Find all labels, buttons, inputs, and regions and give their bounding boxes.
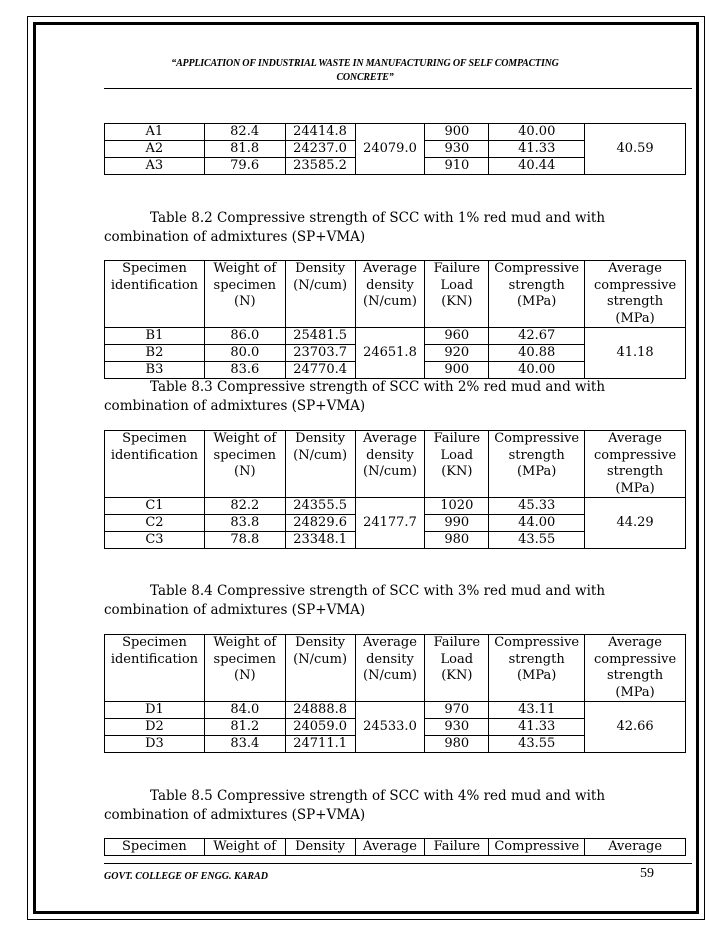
header-weight: Weight of bbox=[204, 839, 285, 856]
header-average-compressive-strength: Average compressive strength (MPa) bbox=[585, 261, 686, 328]
header-density: Density bbox=[285, 839, 355, 856]
specimen-cell: D1 bbox=[105, 702, 205, 719]
header-line-2: CONCRETE” bbox=[336, 72, 394, 83]
strength-cell: 40.00 bbox=[489, 124, 585, 141]
table-8-4 bbox=[104, 634, 686, 753]
header-failure-load: Failure Load (KN) bbox=[425, 635, 489, 702]
average-density-cell: 24079.0 bbox=[355, 124, 425, 175]
weight-cell: 83.4 bbox=[204, 736, 285, 753]
weight-cell: 81.2 bbox=[204, 719, 285, 736]
header-rule bbox=[104, 88, 692, 89]
table-8-5 bbox=[104, 838, 686, 856]
failure-load-cell: 910 bbox=[425, 158, 489, 175]
failure-load-cell: 900 bbox=[425, 124, 489, 141]
specimen-cell: A1 bbox=[105, 124, 205, 141]
average-density-cell: 24177.7 bbox=[355, 498, 425, 549]
average-density-cell: 24651.8 bbox=[355, 328, 425, 379]
strength-cell: 42.67 bbox=[489, 328, 585, 345]
table-8-2-caption: Table 8.2 Compressive strength of SCC with 1% red mud and with combination of admixtures (SP+VMA) bbox=[104, 210, 606, 245]
header-compressive-strength: Compressive strength (MPa) bbox=[489, 635, 585, 702]
table-row bbox=[105, 328, 686, 345]
strength-cell: 40.88 bbox=[489, 345, 585, 362]
density-cell: 24770.4 bbox=[285, 362, 355, 379]
table-header-row bbox=[105, 635, 686, 702]
density-cell: 24888.8 bbox=[285, 702, 355, 719]
average-strength-cell: 44.29 bbox=[585, 498, 686, 549]
specimen-cell: D3 bbox=[105, 736, 205, 753]
header-average-density: Average density (N/cum) bbox=[355, 261, 425, 328]
density-cell: 23703.7 bbox=[285, 345, 355, 362]
strength-cell: 44.00 bbox=[489, 515, 585, 532]
weight-cell: 82.2 bbox=[204, 498, 285, 515]
strength-cell: 41.33 bbox=[489, 141, 585, 158]
header-specimen: Specimen identification bbox=[105, 635, 205, 702]
table-8-3-caption: Table 8.3 Compressive strength of SCC with 2% red mud and with combination of admixtures (SP+VMA) bbox=[104, 379, 606, 414]
header-average-density: Average density (N/cum) bbox=[355, 431, 425, 498]
header-failure-load: Failure Load (KN) bbox=[425, 431, 489, 498]
density-cell: 24829.6 bbox=[285, 515, 355, 532]
header-compressive-strength: Compressive bbox=[489, 839, 585, 856]
header-specimen: Specimen identification bbox=[105, 261, 205, 328]
header-average-compressive-strength: Average bbox=[585, 839, 686, 856]
table-row bbox=[105, 702, 686, 719]
table-header-row bbox=[105, 839, 686, 856]
header-line-1: “APPLICATION OF INDUSTRIAL WASTE IN MANUFACTURING OF SELF COMPACTING bbox=[171, 58, 559, 69]
footer-college-name: GOVT. COLLEGE OF ENGG. KARAD bbox=[104, 871, 268, 882]
strength-cell: 43.55 bbox=[489, 532, 585, 549]
table-8-1-continued bbox=[104, 123, 686, 175]
footer-rule bbox=[104, 863, 692, 864]
header-weight: Weight of specimen (N) bbox=[204, 261, 285, 328]
average-strength-cell: 42.66 bbox=[585, 702, 686, 753]
strength-cell: 40.00 bbox=[489, 362, 585, 379]
strength-cell: 45.33 bbox=[489, 498, 585, 515]
weight-cell: 78.8 bbox=[204, 532, 285, 549]
header-average-compressive-strength: Average compressive strength (MPa) bbox=[585, 431, 686, 498]
weight-cell: 83.6 bbox=[204, 362, 285, 379]
failure-load-cell: 990 bbox=[425, 515, 489, 532]
specimen-cell: A2 bbox=[105, 141, 205, 158]
density-cell: 24237.0 bbox=[285, 141, 355, 158]
specimen-cell: C3 bbox=[105, 532, 205, 549]
header-compressive-strength: Compressive strength (MPa) bbox=[489, 431, 585, 498]
weight-cell: 82.4 bbox=[204, 124, 285, 141]
specimen-cell: C2 bbox=[105, 515, 205, 532]
strength-cell: 43.55 bbox=[489, 736, 585, 753]
strength-cell: 40.44 bbox=[489, 158, 585, 175]
header-compressive-strength: Compressive strength (MPa) bbox=[489, 261, 585, 328]
header-failure-load: Failure bbox=[425, 839, 489, 856]
header-weight: Weight of specimen (N) bbox=[204, 431, 285, 498]
header-density: Density (N/cum) bbox=[285, 635, 355, 702]
header-density: Density (N/cum) bbox=[285, 261, 355, 328]
failure-load-cell: 930 bbox=[425, 719, 489, 736]
header-average-compressive-strength: Average compressive strength (MPa) bbox=[585, 635, 686, 702]
specimen-cell: B1 bbox=[105, 328, 205, 345]
header-average-density: Average density (N/cum) bbox=[355, 635, 425, 702]
weight-cell: 83.8 bbox=[204, 515, 285, 532]
failure-load-cell: 980 bbox=[425, 736, 489, 753]
weight-cell: 86.0 bbox=[204, 328, 285, 345]
failure-load-cell: 930 bbox=[425, 141, 489, 158]
density-cell: 24711.1 bbox=[285, 736, 355, 753]
header-weight: Weight of specimen (N) bbox=[204, 635, 285, 702]
specimen-cell: B3 bbox=[105, 362, 205, 379]
average-density-cell: 24533.0 bbox=[355, 702, 425, 753]
specimen-cell: C1 bbox=[105, 498, 205, 515]
table-8-2 bbox=[104, 260, 686, 379]
header-average-density: Average bbox=[355, 839, 425, 856]
weight-cell: 84.0 bbox=[204, 702, 285, 719]
strength-cell: 41.33 bbox=[489, 719, 585, 736]
page-number: 59 bbox=[640, 866, 654, 881]
density-cell: 24414.8 bbox=[285, 124, 355, 141]
table-8-3 bbox=[104, 430, 686, 549]
density-cell: 25481.5 bbox=[285, 328, 355, 345]
table-header-row bbox=[105, 431, 686, 498]
specimen-cell: D2 bbox=[105, 719, 205, 736]
specimen-cell: B2 bbox=[105, 345, 205, 362]
density-cell: 23585.2 bbox=[285, 158, 355, 175]
header-density: Density (N/cum) bbox=[285, 431, 355, 498]
weight-cell: 81.8 bbox=[204, 141, 285, 158]
page-header bbox=[60, 57, 670, 85]
weight-cell: 79.6 bbox=[204, 158, 285, 175]
average-strength-cell: 41.18 bbox=[585, 328, 686, 379]
density-cell: 24059.0 bbox=[285, 719, 355, 736]
density-cell: 23348.1 bbox=[285, 532, 355, 549]
failure-load-cell: 900 bbox=[425, 362, 489, 379]
density-cell: 24355.5 bbox=[285, 498, 355, 515]
header-failure-load: Failure Load (KN) bbox=[425, 261, 489, 328]
header-specimen: Specimen bbox=[105, 839, 205, 856]
failure-load-cell: 920 bbox=[425, 345, 489, 362]
table-row bbox=[105, 124, 686, 141]
failure-load-cell: 980 bbox=[425, 532, 489, 549]
weight-cell: 80.0 bbox=[204, 345, 285, 362]
table-row bbox=[105, 498, 686, 515]
failure-load-cell: 1020 bbox=[425, 498, 489, 515]
failure-load-cell: 970 bbox=[425, 702, 489, 719]
strength-cell: 43.11 bbox=[489, 702, 585, 719]
failure-load-cell: 960 bbox=[425, 328, 489, 345]
average-strength-cell: 40.59 bbox=[585, 124, 686, 175]
header-specimen: Specimen identification bbox=[105, 431, 205, 498]
table-8-5-caption: Table 8.5 Compressive strength of SCC with 4% red mud and with combination of admixtures (SP+VMA) bbox=[104, 788, 606, 823]
table-header-row bbox=[105, 261, 686, 328]
table-8-4-caption: Table 8.4 Compressive strength of SCC with 3% red mud and with combination of admixtures (SP+VMA) bbox=[104, 583, 606, 618]
specimen-cell: A3 bbox=[105, 158, 205, 175]
